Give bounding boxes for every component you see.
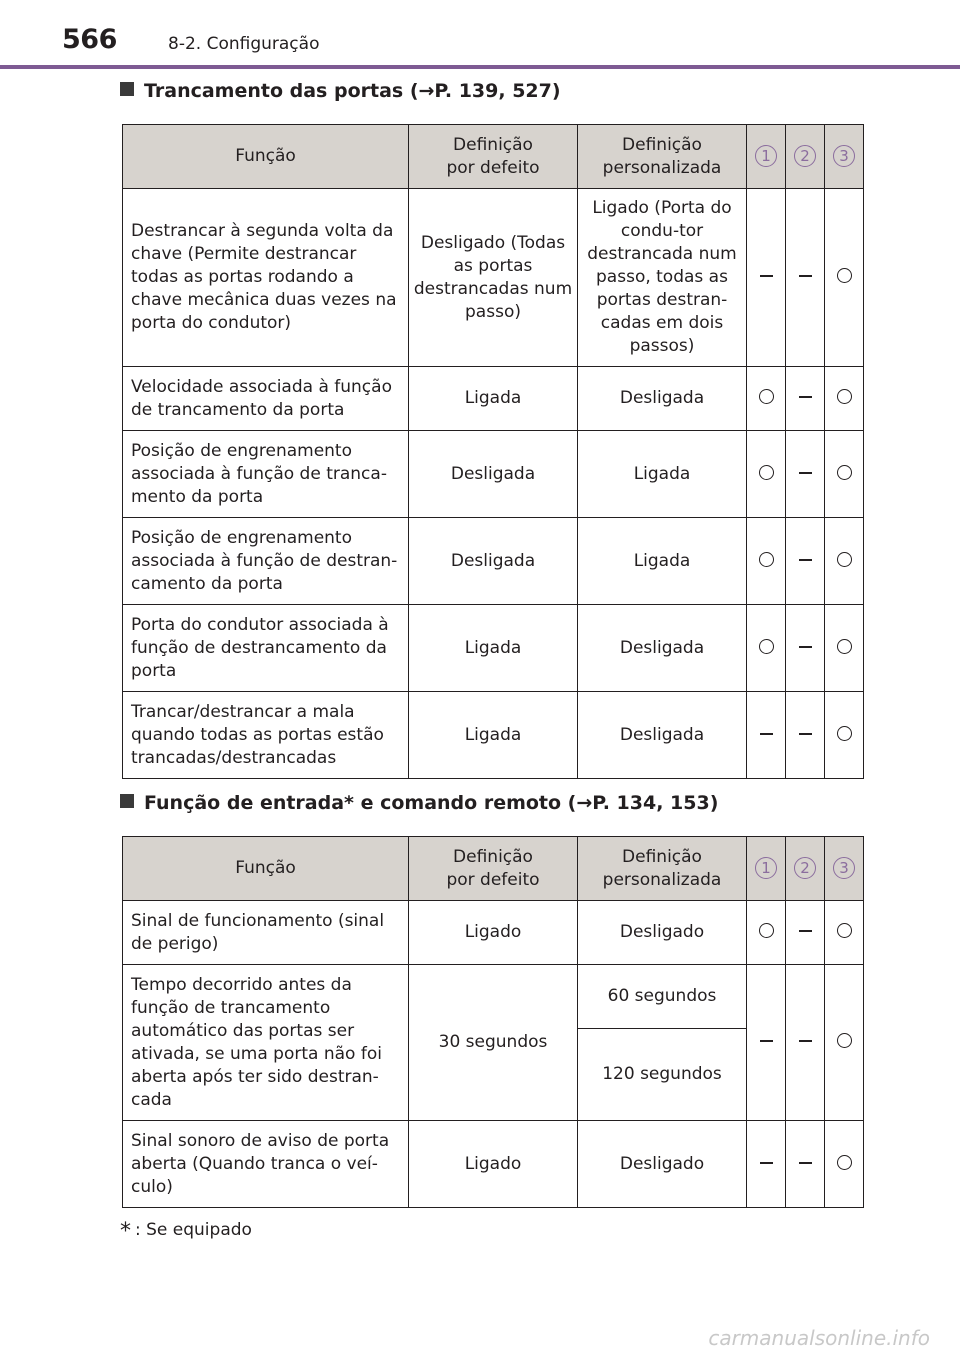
mark-cell-1 — [747, 692, 786, 779]
mark-cell-2 — [786, 189, 825, 367]
mark-cell-2 — [786, 605, 825, 692]
custom-cell: Desligada — [578, 605, 747, 692]
header-rule — [0, 65, 960, 69]
section-title-text: Função de entrada* e comando remoto (→P. 134, 153) — [144, 792, 719, 814]
mark-cell-2 — [786, 518, 825, 605]
mark-cell-3 — [825, 1121, 864, 1208]
mark-cell-1 — [747, 965, 786, 1121]
function-cell: Sinal sonoro de aviso de porta aberta (Quando tranca o veí-culo) — [123, 1121, 409, 1208]
col-header-1 — [747, 125, 786, 189]
custom-cell: Ligado (Porta do condu-tor destrancada num passo, todas as portas destran-cadas em dois passos) — [578, 189, 747, 367]
circle-icon — [837, 923, 852, 938]
function-cell: Posição de engrenamento associada à função de destran-camento da porta — [123, 518, 409, 605]
table-header-row — [123, 837, 864, 901]
default-cell: Desligada — [409, 431, 578, 518]
footnote — [120, 1219, 252, 1244]
circle-icon — [759, 465, 774, 480]
square-bullet-icon — [120, 82, 134, 96]
default-cell: 30 segundos — [409, 965, 578, 1121]
function-cell: Destrancar à segunda volta da chave (Permite destrancar todas as portas rodando a chave mecânica duas vezes na porta do condutor) — [123, 189, 409, 367]
circle-icon — [837, 1155, 852, 1170]
table-row — [123, 367, 864, 431]
chapter-title: 8-2. Configuração — [168, 34, 320, 54]
circle-icon — [759, 639, 774, 654]
page-number: 566 — [62, 24, 117, 55]
col-header-funcao: Função — [123, 837, 409, 901]
custom-cell: Desligado — [578, 901, 747, 965]
default-cell: Desligada — [409, 518, 578, 605]
dash-icon — [799, 733, 812, 735]
footnote-text: : Se equipado — [135, 1220, 252, 1240]
mark-cell-3 — [825, 518, 864, 605]
mark-cell-3 — [825, 431, 864, 518]
circle-icon — [837, 726, 852, 741]
number-2-icon: 2 — [794, 857, 816, 879]
table-row — [123, 431, 864, 518]
custom-cell: Desligada — [578, 367, 747, 431]
mark-cell-2 — [786, 367, 825, 431]
mark-cell-2 — [786, 431, 825, 518]
function-cell: Porta do condutor associada à função de destrancamento da porta — [123, 605, 409, 692]
col-header-2 — [786, 125, 825, 189]
dash-icon — [760, 733, 773, 735]
mark-cell-2 — [786, 901, 825, 965]
number-1-icon: 1 — [755, 145, 777, 167]
dash-icon — [760, 1040, 773, 1042]
table-row — [123, 605, 864, 692]
mark-cell-2 — [786, 965, 825, 1121]
mark-cell-3 — [825, 189, 864, 367]
circle-icon — [837, 268, 852, 283]
table-row — [123, 189, 864, 367]
col-header-3 — [825, 837, 864, 901]
circle-icon — [837, 639, 852, 654]
custom-cell: 60 segundos — [578, 965, 747, 1029]
section-title-entry-remote — [120, 792, 718, 814]
function-cell: Tempo decorrido antes da função de trancamento automático das portas ser ativada, se uma porta não foi aberta após ter sido destran-cada — [123, 965, 409, 1121]
mark-cell-2 — [786, 1121, 825, 1208]
custom-cell-alt: 120 segundos — [578, 1029, 747, 1121]
default-cell: Desligado (Todas as portas destrancadas num passo) — [409, 189, 578, 367]
mark-cell-3 — [825, 901, 864, 965]
table-row — [123, 1121, 864, 1208]
mark-cell-3 — [825, 605, 864, 692]
mark-cell-1 — [747, 189, 786, 367]
mark-cell-1 — [747, 518, 786, 605]
mark-cell-3 — [825, 692, 864, 779]
entry-remote-table — [122, 836, 864, 1208]
custom-cell: Ligada — [578, 431, 747, 518]
default-cell: Ligado — [409, 901, 578, 965]
table-row — [123, 901, 864, 965]
dash-icon — [760, 275, 773, 277]
default-cell: Ligada — [409, 605, 578, 692]
number-1-icon: 1 — [755, 857, 777, 879]
mark-cell-1 — [747, 901, 786, 965]
custom-cell: Desligada — [578, 692, 747, 779]
page-header — [0, 0, 960, 70]
function-cell: Trancar/destrancar a mala quando todas as portas estão trancadas/destrancadas — [123, 692, 409, 779]
dash-icon — [799, 275, 812, 277]
footnote-mark: * — [120, 1219, 131, 1244]
default-cell: Ligado — [409, 1121, 578, 1208]
table-row — [123, 518, 864, 605]
table-row — [123, 692, 864, 779]
function-cell: Posição de engrenamento associada à função de tranca-mento da porta — [123, 431, 409, 518]
custom-cell: Desligado — [578, 1121, 747, 1208]
square-bullet-icon — [120, 794, 134, 808]
function-cell: Velocidade associada à função de trancamento da porta — [123, 367, 409, 431]
function-cell: Sinal de funcionamento (sinal de perigo) — [123, 901, 409, 965]
table-header-row — [123, 125, 864, 189]
circle-icon — [759, 552, 774, 567]
section-title-text: Trancamento das portas (→P. 139, 527) — [144, 80, 561, 102]
mark-cell-2 — [786, 692, 825, 779]
col-header-custom: Definição personalizada — [578, 125, 747, 189]
mark-cell-1 — [747, 431, 786, 518]
default-cell: Ligada — [409, 692, 578, 779]
circle-icon — [837, 552, 852, 567]
dash-icon — [799, 1040, 812, 1042]
col-header-funcao: Função — [123, 125, 409, 189]
col-header-2 — [786, 837, 825, 901]
mark-cell-1 — [747, 1121, 786, 1208]
col-header-default: Definição por defeito — [409, 837, 578, 901]
col-header-default: Definição por defeito — [409, 125, 578, 189]
circle-icon — [837, 1033, 852, 1048]
mark-cell-1 — [747, 605, 786, 692]
custom-cell: Ligada — [578, 518, 747, 605]
circle-icon — [759, 389, 774, 404]
dash-icon — [799, 1162, 812, 1164]
dash-icon — [799, 646, 812, 648]
col-header-3 — [825, 125, 864, 189]
mark-cell-3 — [825, 367, 864, 431]
number-3-icon: 3 — [833, 857, 855, 879]
mark-cell-3 — [825, 965, 864, 1121]
watermark: carmanualsonline.info — [708, 1326, 930, 1350]
col-header-1 — [747, 837, 786, 901]
section-title-door-locking — [120, 80, 561, 102]
dash-icon — [799, 396, 812, 398]
default-cell: Ligada — [409, 367, 578, 431]
table-row — [123, 965, 864, 1029]
circle-icon — [837, 389, 852, 404]
circle-icon — [837, 465, 852, 480]
circle-icon — [759, 923, 774, 938]
dash-icon — [760, 1162, 773, 1164]
dash-icon — [799, 472, 812, 474]
dash-icon — [799, 930, 812, 932]
number-2-icon: 2 — [794, 145, 816, 167]
dash-icon — [799, 559, 812, 561]
number-3-icon: 3 — [833, 145, 855, 167]
col-header-custom: Definição personalizada — [578, 837, 747, 901]
mark-cell-1 — [747, 367, 786, 431]
door-locking-table — [122, 124, 864, 779]
